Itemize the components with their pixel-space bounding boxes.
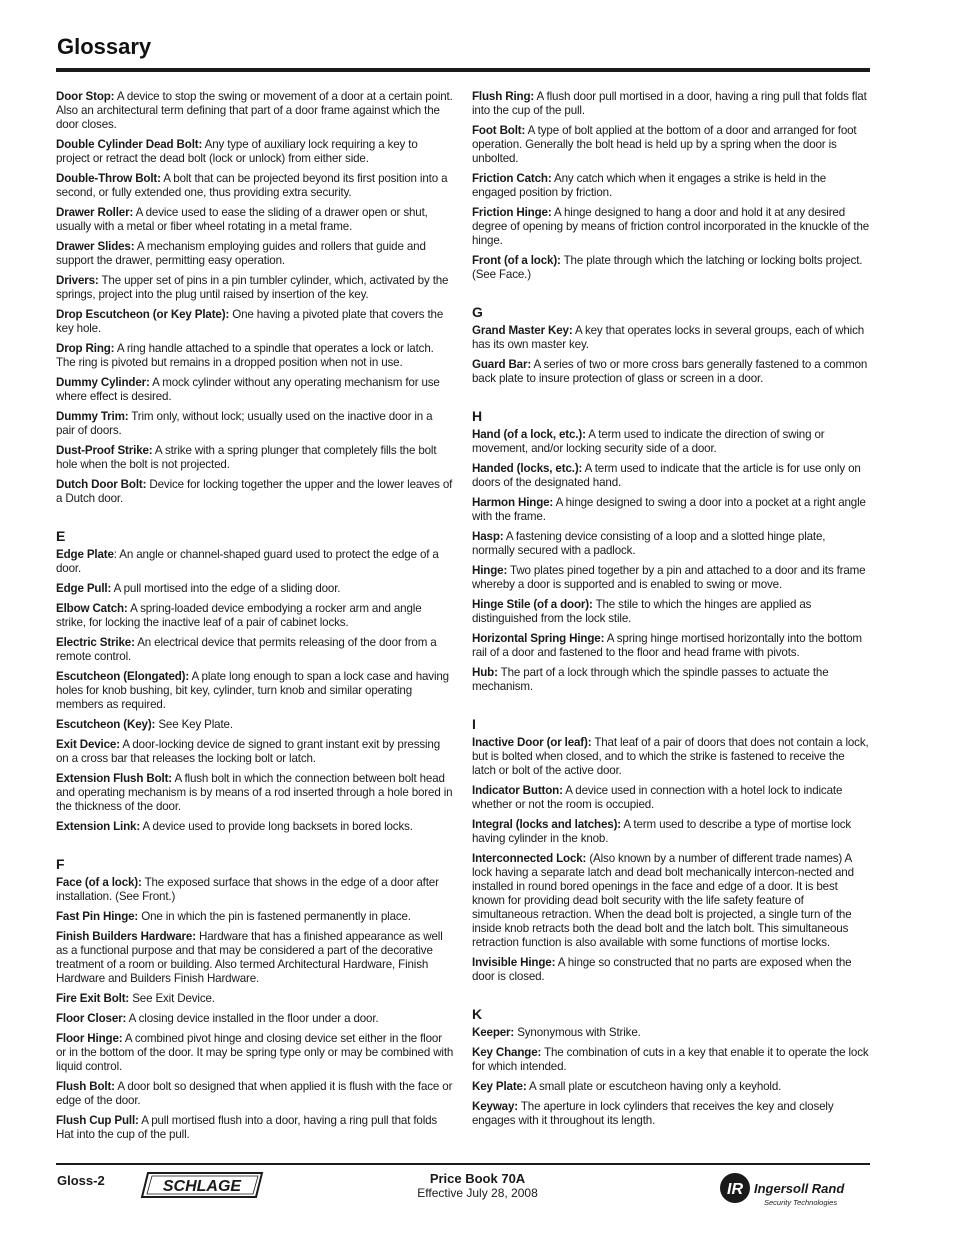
section-heading-e: E [56, 528, 66, 544]
glossary-definition: A combined pivot hinge and closing device set either in the floor or in the bottom of the door. It may be spring type only or may be combined with liquid control. [56, 1032, 454, 1073]
glossary-definition: The aperture in lock cylinders that receives the key and closely engages with it throughout its length. [472, 1100, 834, 1127]
left-column [56, 90, 454, 1148]
glossary-definition: A small plate or escutcheon having only a keyhold. [526, 1080, 782, 1093]
glossary-entry [472, 1026, 870, 1040]
glossary-entry [56, 1012, 454, 1026]
ir-logo-sub: Security Technologies [764, 1198, 838, 1207]
glossary-definition: That leaf of a pair of doors that does not contain a lock, but is bolted when closed, and to which the strike is fastened to receive the latch or bolt of the active door. [472, 736, 869, 777]
section-heading-k: K [472, 1006, 483, 1022]
glossary-entry [56, 992, 454, 1006]
glossary-entry [56, 582, 454, 596]
glossary-definition: The part of a lock through which the spindle passes to actuate the mechanism. [472, 666, 829, 693]
footer-rule [56, 1163, 870, 1165]
glossary-term: Extension Flush Bolt: [56, 772, 173, 785]
glossary-term: Dust-Proof Strike: [56, 444, 153, 457]
glossary-definition: A key that operates locks in several groups, each of which has its own master key. [472, 324, 865, 351]
glossary-definition: A flush bolt in which the connection between bolt head and operating mechanism is by means of a rod inserted through a hole bored in the thickness of the door. [56, 772, 453, 813]
glossary-definition: A mechanism employing guides and rollers that guide and support the drawer, permitting easy operation. [56, 240, 426, 267]
section-g [472, 324, 870, 386]
glossary-entry [56, 342, 454, 370]
section-heading-i: I [472, 716, 476, 732]
glossary-definition: One in which the pin is fastened permanently in place. [138, 910, 411, 923]
glossary-term: Electric Strike: [56, 636, 135, 649]
glossary-entry [472, 1100, 870, 1128]
glossary-term: Door Stop: [56, 90, 115, 103]
glossary-entry [472, 358, 870, 386]
glossary-definition: A flush door pull mortised in a door, having a ring pull that folds flat into the cup of the pull. [472, 90, 867, 117]
glossary-entry [472, 496, 870, 524]
section-e [56, 548, 454, 834]
glossary-term: Keyway: [472, 1100, 518, 1113]
glossary-term: Hasp: [472, 530, 504, 543]
glossary-term: Keeper: [472, 1026, 515, 1039]
glossary-term: Hand (of a lock, etc.): [472, 428, 586, 441]
glossary-definition: : An angle or channel-shaped guard used to protect the edge of a door. [56, 548, 439, 575]
schlage-logo [140, 1170, 264, 1200]
glossary-term: Friction Catch: [472, 172, 552, 185]
glossary-definition: A fastening device consisting of a loop and a slotted hinge plate, normally secured with a padlock. [472, 530, 826, 557]
title-rule [56, 68, 870, 72]
glossary-term: Dutch Door Bolt: [56, 478, 147, 491]
glossary-term: Invisible Hinge: [472, 956, 556, 969]
ir-logo-name: Ingersoll Rand [754, 1181, 845, 1196]
section-i [472, 736, 870, 984]
glossary-entry [56, 718, 454, 732]
glossary-entry [56, 1114, 454, 1142]
glossary-term: Interconnected Lock: [472, 852, 587, 865]
glossary-definition: The exposed surface that shows in the edge of a door after installation. (See Front.) [56, 876, 439, 903]
glossary-entry [56, 172, 454, 200]
ingersoll-rand-logo [716, 1172, 856, 1208]
glossary-entry [56, 376, 454, 404]
glossary-entry [472, 632, 870, 660]
glossary-entry [472, 124, 870, 166]
glossary-entry [56, 602, 454, 630]
glossary-term: Fast Pin Hinge: [56, 910, 139, 923]
glossary-term: Elbow Catch: [56, 602, 128, 615]
glossary-entry [472, 462, 870, 490]
glossary-entry [472, 666, 870, 694]
glossary-entry [472, 1080, 870, 1094]
section-f [56, 876, 454, 1142]
glossary-entry [56, 206, 454, 234]
glossary-entry [56, 138, 454, 166]
glossary-term: Key Plate: [472, 1080, 527, 1093]
schlage-logo-text: SCHLAGE [162, 1178, 242, 1195]
glossary-definition: Two plates pined together by a pin and attached to a door and its frame whereby a door is supported and is enabled to swing or move. [472, 564, 866, 591]
glossary-definition: A hinge designed to hang a door and hold it at any desired degree of opening by means of friction control incorporated in the knuckle of the hinge. [472, 206, 870, 247]
glossary-term: Finish Builders Hardware: [56, 930, 196, 943]
glossary-entry [472, 530, 870, 558]
glossary-entry [472, 598, 870, 626]
glossary-entry [56, 548, 454, 576]
glossary-definition: (Also known by a number of different trade names) A lock having a separate latch and dead bolt mechanically intercon-nected and installed in round bored openings in the face and edge of a door. It is best known for providing dead bolt security with the life safety feature of simultaneous retraction. When the dead bolt is projected, a single turn of the inside knob retracts both the dead bolt and the latch bolt. This simultaneous retraction function is also available with some functions of mortise locks. [472, 852, 854, 949]
glossary-entry [56, 636, 454, 664]
glossary-entry [56, 772, 454, 814]
glossary-entry [472, 172, 870, 200]
glossary-definition: A device used in connection with a hotel lock to indicate whether or not the room is occupied. [472, 784, 843, 811]
glossary-term: Flush Ring: [472, 90, 535, 103]
glossary-term: Drivers: [56, 274, 99, 287]
glossary-term: Edge Plate [56, 548, 114, 561]
glossary-definition: A plate long enough to span a lock case and having holes for knob bushing, bit key, cylinder, turn knob and similar operating members as required. [56, 670, 449, 711]
glossary-definition: The stile to which the hinges are applied as distinguished from the lock stile. [472, 598, 812, 625]
glossary-definition: A bolt that can be projected beyond its first position into a second, or fully extended one, thus providing extra security. [56, 172, 448, 199]
glossary-term: Drawer Slides: [56, 240, 135, 253]
glossary-entry [472, 736, 870, 778]
glossary-term: Key Change: [472, 1046, 542, 1059]
glossary-entry [56, 478, 454, 506]
glossary-term: Indicator Button: [472, 784, 563, 797]
glossary-term: Escutcheon (Key): [56, 718, 156, 731]
glossary-term: Hinge: [472, 564, 508, 577]
glossary-entry [56, 90, 454, 132]
glossary-entry [472, 254, 870, 282]
glossary-definition: A spring hinge mortised horizontally into the bottom rail of a door and fastened to the floor and head frame with pivots. [472, 632, 862, 659]
glossary-definition: One having a pivoted plate that covers the key hole. [56, 308, 444, 335]
glossary-term: Guard Bar: [472, 358, 532, 371]
glossary-definition: A term used to indicate that the article is for use only on doors of the designated hand. [472, 462, 861, 489]
glossary-term: Integral (locks and latches): [472, 818, 621, 831]
glossary-definition: A pull mortised into the edge of a sliding door. [111, 582, 341, 595]
glossary-term: Handed (locks, etc.): [472, 462, 583, 475]
glossary-definition: A ring handle attached to a spindle that operates a lock or latch. The ring is pivoted but remains in a dropped position when not in use. [56, 342, 434, 369]
page-number: Gloss-2 [57, 1173, 105, 1188]
glossary-definition: Hardware that has a finished appearance as well as a functional purpose and that may be considered a part of the decorative treatment of a room or building. Also termed Architectural Hardware, Finish Hardware and Builders Finish Hardware. [56, 930, 443, 985]
glossary-entry [472, 1046, 870, 1074]
glossary-definition: A strike with a spring plunger that completely fills the bolt hole when the bolt is not projected. [56, 444, 437, 471]
glossary-term: Floor Hinge: [56, 1032, 123, 1045]
section-heading-h: H [472, 408, 483, 424]
glossary-term: Hinge Stile (of a door): [472, 598, 593, 611]
glossary-definition: A term used to describe a type of mortise lock having cylinder in the knob. [472, 818, 852, 845]
glossary-entry [472, 206, 870, 248]
glossary-definition: The combination of cuts in a key that enable it to operate the lock for which intended. [472, 1046, 869, 1073]
glossary-term: Fire Exit Bolt: [56, 992, 130, 1005]
glossary-term: Inactive Door (or leaf): [472, 736, 592, 749]
glossary-entry [472, 324, 870, 352]
section-h [472, 428, 870, 694]
glossary-term: Hub: [472, 666, 498, 679]
glossary-definition: Any catch which when it engages a strike is held in the engaged position by friction. [472, 172, 827, 199]
effective-date: Effective July 28, 2008 [417, 1186, 538, 1200]
glossary-definition: A term used to indicate the direction of swing or movement, and/or locking security side of a door. [472, 428, 825, 455]
glossary-definition: A hinge so constructed that no parts are exposed when the door is closed. [472, 956, 852, 983]
glossary-definition: A type of bolt applied at the bottom of a door and arranged for foot operation. Generally the bolt head is held up by a spring when the door is unbolted. [472, 124, 857, 165]
glossary-definition: A device to stop the swing or movement of a door at a certain point. Also an architectural term defining that part of a door frame against which the door closes. [56, 90, 453, 131]
glossary-definition: A series of two or more cross bars generally fastened to a common back plate to insure protection of glass or screen in a door. [472, 358, 868, 385]
glossary-term: Drop Ring: [56, 342, 115, 355]
section-d [56, 90, 454, 506]
right-column [472, 90, 870, 1134]
glossary-term: Flush Bolt: [56, 1080, 115, 1093]
glossary-term: Double-Throw Bolt: [56, 172, 161, 185]
glossary-entry [472, 428, 870, 456]
glossary-definition: A pull mortised flush into a door, having a ring pull that folds Hat into the cup of the pull. [56, 1114, 438, 1141]
glossary-entry [56, 274, 454, 302]
glossary-definition: See Exit Device. [129, 992, 215, 1005]
glossary-entry [56, 670, 454, 712]
glossary-term: Face (of a lock): [56, 876, 142, 889]
glossary-term: Escutcheon (Elongated): [56, 670, 190, 683]
glossary-definition: Any type of auxiliary lock requiring a key to project or retract the dead bolt (lock or unlock) from either side. [56, 138, 418, 165]
glossary-definition: A mock cylinder without any operating mechanism for use where effect is desired. [56, 376, 440, 403]
glossary-entry [56, 820, 454, 834]
glossary-entry [56, 1032, 454, 1074]
glossary-definition: A hinge designed to swing a door into a pocket at a right angle with the frame. [472, 496, 866, 523]
glossary-entry [472, 564, 870, 592]
glossary-entry [472, 818, 870, 846]
glossary-entry [472, 852, 870, 950]
glossary-entry [56, 910, 454, 924]
price-book-block [380, 1171, 575, 1200]
glossary-entry [56, 410, 454, 438]
section-f-continued [472, 90, 870, 282]
glossary-term: Floor Closer: [56, 1012, 127, 1025]
glossary-term: Harmon Hinge: [472, 496, 554, 509]
glossary-definition: The plate through which the latching or locking bolts project. (See Face.) [472, 254, 863, 281]
ir-logo-mark: IR [727, 1181, 743, 1198]
glossary-entry [56, 240, 454, 268]
glossary-term: Double Cylinder Dead Bolt: [56, 138, 203, 151]
glossary-term: Foot Bolt: [472, 124, 526, 137]
glossary-definition: An electrical device that permits releasing of the door from a remote control. [56, 636, 437, 663]
glossary-term: Front (of a lock): [472, 254, 561, 267]
price-book-title: Price Book 70A [429, 1171, 526, 1186]
glossary-definition: A door bolt so designed that when applied it is flush with the face or edge of the door. [56, 1080, 453, 1107]
glossary-term: Drop Escutcheon (or Key Plate): [56, 308, 230, 321]
glossary-entry [56, 930, 454, 986]
glossary-definition: The upper set of pins in a pin tumbler cylinder, which, activated by the springs, project into the plug until raised by insertion of the key. [56, 274, 449, 301]
glossary-term: Grand Master Key: [472, 324, 573, 337]
section-k [472, 1026, 870, 1128]
glossary-term: Exit Device: [56, 738, 120, 751]
glossary-definition: Trim only, without lock; usually used on the inactive door in a pair of doors. [56, 410, 433, 437]
glossary-entry [472, 956, 870, 984]
glossary-entry [56, 444, 454, 472]
glossary-term: Flush Cup Pull: [56, 1114, 139, 1127]
glossary-term: Extension Link: [56, 820, 141, 833]
glossary-definition: Synonymous with Strike. [514, 1026, 641, 1039]
glossary-definition: A device used to ease the sliding of a drawer open or shut, usually with a metal or fiber wheel rotating in a metal frame. [56, 206, 428, 233]
glossary-term: Horizontal Spring Hinge: [472, 632, 605, 645]
glossary-entry [472, 784, 870, 812]
glossary-entry [56, 1080, 454, 1108]
glossary-entry [56, 876, 454, 904]
glossary-entry [472, 90, 870, 118]
page-title: Glossary [57, 34, 152, 59]
section-heading-g: G [472, 304, 483, 320]
glossary-term: Drawer Roller: [56, 206, 134, 219]
glossary-term: Dummy Cylinder: [56, 376, 150, 389]
glossary-term: Edge Pull: [56, 582, 112, 595]
glossary-entry [56, 308, 454, 336]
section-heading-f: F [56, 856, 65, 872]
glossary-definition: A closing device installed in the floor under a door. [126, 1012, 379, 1025]
glossary-term: Friction Hinge: [472, 206, 552, 219]
glossary-definition: A device used to provide long backsets in bored locks. [140, 820, 413, 833]
glossary-definition: A door-locking device de signed to grant instant exit by pressing on a cross bar that releases the locking bolt or latch. [56, 738, 441, 765]
glossary-entry [56, 738, 454, 766]
glossary-definition: A spring-loaded device embodying a rocker arm and angle strike, for locking the inactive leaf of a pair of cabinet locks. [56, 602, 422, 629]
glossary-definition: See Key Plate. [155, 718, 233, 731]
glossary-term: Dummy Trim: [56, 410, 129, 423]
glossary-definition: Device for locking together the upper and the lower leaves of a Dutch door. [56, 478, 453, 505]
